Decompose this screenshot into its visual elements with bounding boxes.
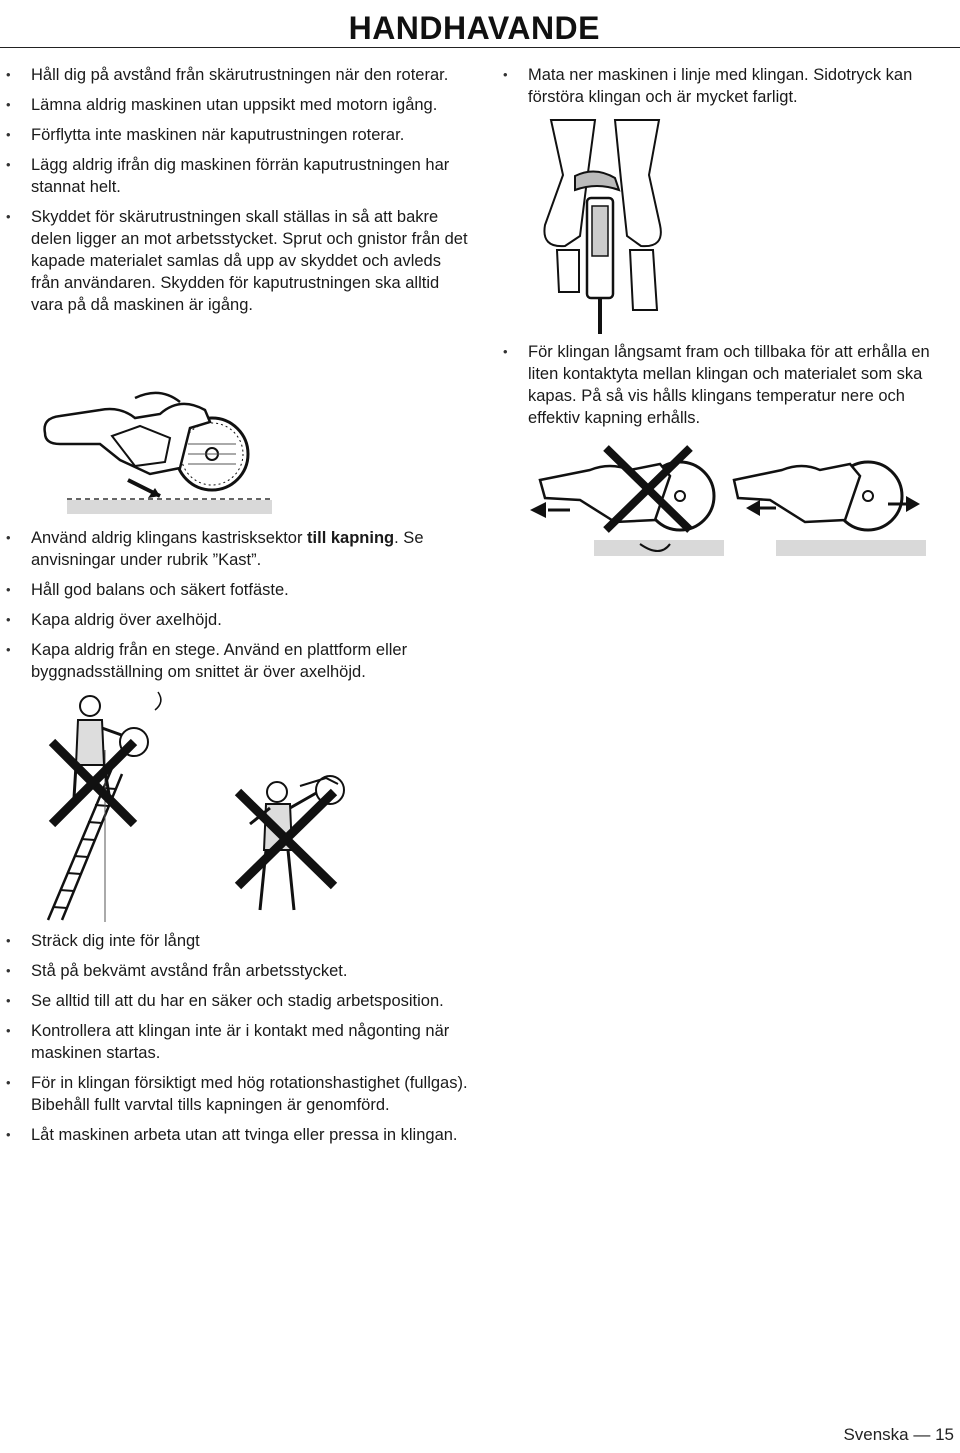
list-item: • Lämna aldrig maskinen utan uppsikt med motorn igång.	[0, 94, 470, 116]
list-item: • Håll dig på avstånd från skärutrustningen när den roterar.	[0, 64, 470, 86]
list-item: • Sträck dig inte för långt	[0, 930, 470, 952]
blade-motion-illustration	[520, 440, 940, 564]
cutter-guard-illustration	[40, 388, 272, 518]
list-item: • Förflytta inte maskinen när kaputrustningen roterar.	[0, 124, 470, 146]
ladder-prohibited-illustration	[30, 690, 180, 922]
list-item: • Lägg aldrig ifrån dig maskinen förrän kaputrustningen har stannat helt.	[0, 154, 470, 198]
page-footer: Svenska — 15	[843, 1425, 954, 1444]
list-item: • Mata ner maskinen i linje med klingan. Sidotryck kan förstöra klingan och är mycket farligt.	[497, 64, 960, 108]
list-item: • Håll god balans och säkert fotfäste.	[0, 579, 470, 601]
list-item: • Skyddet för skärutrustningen skall ställas in så att bakre delen ligger an mot arbetsstycket. Sprut och gnistor från det kapade materialet samlas då upp av skyddet och avleds från användaren. Skydden för kaputrustningen ska alltid vara på då maskinen är igång.	[0, 206, 470, 316]
list-item: • Se alltid till att du har en säker och stadig arbetsposition.	[0, 990, 470, 1012]
list-item: • Stå på bekvämt avstånd från arbetsstycket.	[0, 960, 470, 982]
list-item: • Kapa aldrig från en stege. Använd en plattform eller byggnadsställning om snittet är över axelhöjd.	[0, 639, 470, 683]
list-item: • Kapa aldrig över axelhöjd.	[0, 609, 470, 631]
safety-list-3	[0, 930, 470, 1154]
header-rule	[0, 47, 960, 48]
list-item	[0, 527, 470, 571]
safety-list-1	[0, 64, 470, 324]
list-item: • Kontrollera att klingan inte är i kontakt med någonting när maskinen startas.	[0, 1020, 470, 1064]
bold-text: till kapning	[307, 529, 395, 547]
operator-front-view-illustration	[535, 120, 675, 335]
text-segment: . Se anvisningar under rubrik ”Kast”.	[31, 529, 424, 569]
safety-list-4	[497, 64, 960, 116]
page-title: HANDHAVANDE	[348, 10, 600, 46]
overhead-cutting-prohibited-illustration	[230, 770, 360, 920]
list-item: • För in klingan försiktigt med hög rotationshastighet (fullgas). Bibehåll fullt varvtal tills kapningen är genomförd.	[0, 1072, 470, 1116]
safety-list-5	[497, 341, 960, 437]
safety-list-2	[0, 527, 470, 691]
list-item: • För klingan långsamt fram och tillbaka för att erhålla en liten kontaktyta mellan klingan och materialet som ska kapas. På så vis hålls klingans temperatur nere och effektiv kapning erhålls.	[497, 341, 960, 429]
list-item: • Låt maskinen arbeta utan att tvinga eller pressa in klingan.	[0, 1124, 470, 1146]
text-segment: Använd aldrig klingans kastrisksektor	[31, 529, 308, 547]
